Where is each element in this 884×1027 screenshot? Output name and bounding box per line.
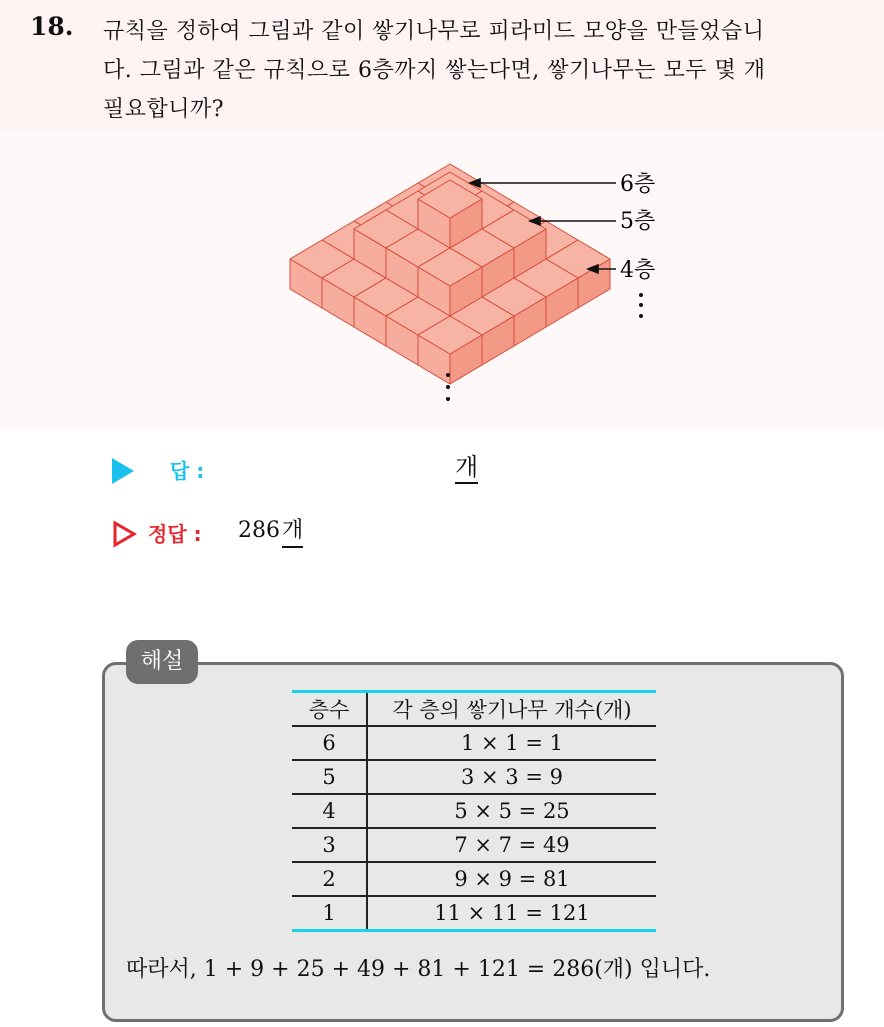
question-text-line-2: 다. 그림과 같은 규칙으로 6층까지 쌓는다면, 쌓기나무는 모두 몇 개 [103, 58, 766, 83]
floor-count-table [292, 690, 656, 932]
correct-answer-value: 286 [238, 518, 280, 543]
pyramid-cubes [290, 164, 610, 384]
table-cell-count: 3 × 3 = 9 [367, 760, 656, 794]
table-cell-count: 11 × 11 = 121 [367, 896, 656, 931]
question-text-line-3: 필요합니까? [103, 97, 225, 122]
table-row [292, 862, 656, 896]
table-row [292, 726, 656, 760]
table-cell-count: 7 × 7 = 49 [367, 828, 656, 862]
floor-label-6: 6층 [620, 172, 656, 197]
correct-answer-marker-icon [112, 520, 138, 548]
answer-label: 답 : [170, 459, 205, 483]
table-cell-count: 1 × 1 = 1 [367, 726, 656, 760]
vertical-dots-right [639, 293, 643, 318]
table-cell-floor: 2 [292, 862, 367, 896]
table-header-count: 각 층의 쌓기나무 개수(개) [367, 692, 656, 727]
table-row [292, 896, 656, 931]
table-cell-floor: 5 [292, 760, 367, 794]
question-number: 18. [30, 12, 74, 41]
table-header-floor: 층수 [292, 692, 367, 727]
table-cell-count: 5 × 5 = 25 [367, 794, 656, 828]
answer-blank-unit: 개 [455, 452, 478, 484]
explanation-tag: 해설 [126, 640, 198, 684]
correct-answer-unit: 개 [282, 516, 303, 548]
floor-label-5: 5층 [620, 209, 656, 234]
table-row [292, 760, 656, 794]
table-row [292, 828, 656, 862]
explanation-conclusion: 따라서, 1 + 9 + 25 + 49 + 81 + 121 = 286(개) 입니다. [126, 957, 711, 982]
table-cell-floor: 1 [292, 896, 367, 931]
table-cell-floor: 6 [292, 726, 367, 760]
pyramid-figure [286, 150, 686, 410]
table-cell-floor: 4 [292, 794, 367, 828]
question-text-line-1: 규칙을 정하여 그림과 같이 쌓기나무로 피라미드 모양을 만들었습니 [103, 19, 765, 44]
correct-answer-label: 정답 : [148, 522, 202, 546]
answer-marker-icon [112, 458, 134, 484]
floor-label-4: 4층 [620, 258, 656, 283]
table-cell-floor: 3 [292, 828, 367, 862]
table-cell-count: 9 × 9 = 81 [367, 862, 656, 896]
table-row [292, 794, 656, 828]
table-header-row [292, 692, 656, 727]
